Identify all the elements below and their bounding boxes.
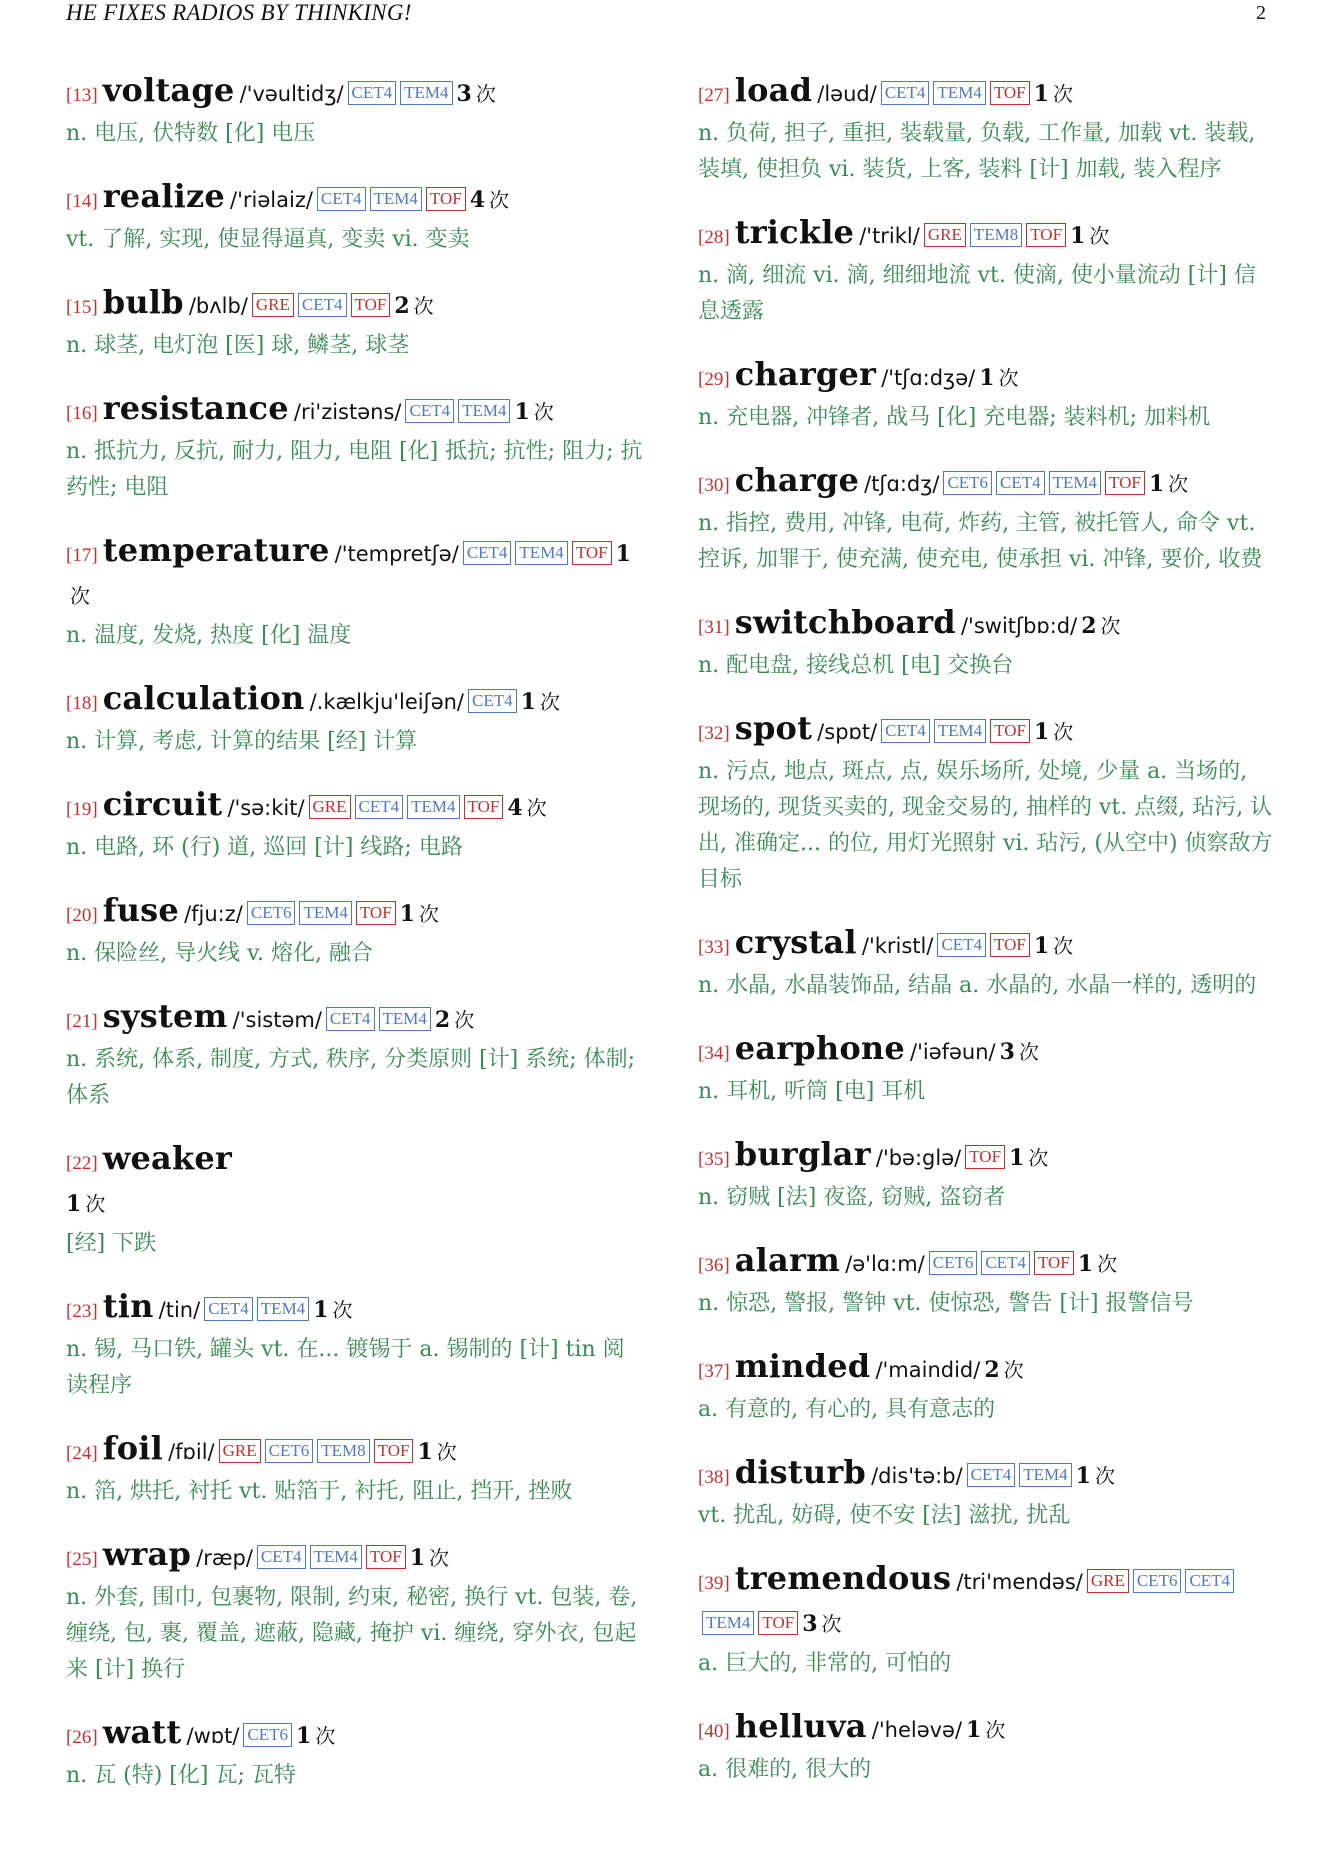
entry-count: 1 bbox=[313, 1297, 329, 1323]
entry-definition: n. 电路, 环 (行) 道, 巡回 [计] 线路; 电路 bbox=[66, 835, 463, 860]
entry-count-unit: 次 bbox=[70, 584, 90, 608]
entry-count-unit: 次 bbox=[998, 366, 1019, 390]
entry-word: minded bbox=[734, 1347, 871, 1385]
entry-count-unit: 次 bbox=[429, 1546, 450, 1570]
exam-tag: TOF bbox=[1105, 471, 1145, 495]
exam-tag: CET4 bbox=[204, 1297, 253, 1321]
entry-index: [38] bbox=[698, 1467, 730, 1488]
entry-headline bbox=[698, 1346, 1276, 1392]
entry-count-unit: 次 bbox=[489, 188, 510, 212]
exam-tag: CET6 bbox=[247, 901, 296, 925]
exam-tag: CET4 bbox=[468, 689, 517, 713]
entry-index: [27] bbox=[698, 85, 730, 106]
entry-count-unit: 次 bbox=[1097, 1252, 1118, 1276]
entry-word: wrap bbox=[102, 1535, 192, 1573]
exam-tag: TEM4 bbox=[400, 81, 452, 105]
entry-definition: n. 滴, 细流 vi. 滴, 细细地流 vt. 使滴, 使小量流动 [计] 信息透露 bbox=[698, 263, 1256, 324]
entry-pronunciation: /'switʃbɒ:d/ bbox=[960, 614, 1078, 638]
entry-word: crystal bbox=[734, 923, 857, 961]
exam-tag: TEM4 bbox=[458, 399, 510, 423]
exam-tag: TOF bbox=[426, 187, 466, 211]
entry-pronunciation: /'vəultidʒ/ bbox=[239, 82, 344, 106]
entry-index: [31] bbox=[698, 617, 730, 638]
entry-pronunciation: /'sistəm/ bbox=[232, 1008, 322, 1032]
entry-count-unit: 次 bbox=[1168, 472, 1189, 496]
entry-word: resistance bbox=[102, 389, 289, 427]
entry-pronunciation: /wɒt/ bbox=[186, 1724, 240, 1748]
entry-count-unit: 次 bbox=[526, 796, 547, 820]
entry-index: [20] bbox=[66, 905, 98, 926]
vocab-entry bbox=[66, 282, 644, 364]
entry-word: realize bbox=[102, 177, 225, 215]
vocab-entry bbox=[698, 602, 1276, 684]
entry-word: calculation bbox=[102, 679, 305, 717]
exam-tag: TEM4 bbox=[407, 795, 459, 819]
page-number: 2 bbox=[1256, 2, 1266, 24]
entry-count: 1 bbox=[615, 541, 631, 567]
entry-headline bbox=[698, 354, 1276, 400]
entry-count-unit: 次 bbox=[1018, 1040, 1039, 1064]
entry-count: 1 bbox=[1075, 1463, 1091, 1489]
entry-definition: n. 窃贼 [法] 夜盗, 窃贼, 盗窃者 bbox=[698, 1185, 1006, 1210]
entry-count: 1 bbox=[1033, 719, 1050, 745]
entry-index: [33] bbox=[698, 937, 730, 958]
entry-word: load bbox=[734, 71, 813, 109]
page-header-title: HE FIXES RADIOS BY THINKING! bbox=[66, 0, 412, 25]
entry-definition: n. 箔, 烘托, 衬托 vt. 贴箔于, 衬托, 阻止, 挡开, 挫败 bbox=[66, 1479, 573, 1504]
vocab-entry bbox=[698, 1346, 1276, 1428]
exam-tag: TEM4 bbox=[1019, 1463, 1071, 1487]
vocab-entry bbox=[66, 388, 644, 506]
entry-definition: vt. 了解, 实现, 使显得逼真, 变卖 vi. 变卖 bbox=[66, 227, 470, 252]
entry-count: 3 bbox=[456, 81, 472, 107]
exam-tag: CET6 bbox=[243, 1723, 292, 1747]
entry-index: [34] bbox=[698, 1043, 730, 1064]
entry-count-unit: 次 bbox=[454, 1008, 475, 1032]
entry-count-unit: 次 bbox=[1053, 720, 1074, 744]
exam-tag: CET4 bbox=[967, 1463, 1016, 1487]
entry-count: 1 bbox=[514, 399, 530, 425]
entry-word: temperature bbox=[102, 531, 330, 569]
entry-headline bbox=[66, 70, 644, 116]
entry-word: foil bbox=[102, 1429, 163, 1467]
exam-tag: GRE bbox=[924, 223, 966, 247]
entry-count: 1 bbox=[1077, 1251, 1094, 1277]
entry-pronunciation: /dis'tə:b/ bbox=[871, 1464, 963, 1488]
entry-definition: n. 充电器, 冲锋者, 战马 [化] 充电器; 装料机; 加料机 bbox=[698, 405, 1211, 430]
entry-count-unit: 次 bbox=[1089, 224, 1110, 248]
vocab-entry bbox=[698, 1452, 1276, 1534]
entry-headline bbox=[66, 1534, 644, 1580]
vocab-entry bbox=[698, 708, 1276, 898]
entry-definition: n. 耳机, 听筒 [电] 耳机 bbox=[698, 1079, 926, 1104]
entry-headline bbox=[66, 1138, 644, 1184]
entry-word: spot bbox=[734, 709, 813, 747]
entry-word: burglar bbox=[734, 1135, 871, 1173]
entry-pronunciation: /tin/ bbox=[158, 1298, 201, 1322]
entry-pronunciation: /bʌlb/ bbox=[188, 294, 248, 318]
entry-definition: [经] 下跌 bbox=[66, 1231, 157, 1256]
entry-count: 4 bbox=[469, 187, 486, 213]
exam-tag: TOF bbox=[1034, 1251, 1074, 1275]
entry-definition: n. 保险丝, 导火线 v. 熔化, 融合 bbox=[66, 941, 373, 966]
entry-headline bbox=[698, 602, 1276, 648]
left-column bbox=[66, 70, 644, 1818]
entry-headline bbox=[698, 1028, 1276, 1074]
entry-word: weaker bbox=[102, 1139, 232, 1177]
vocab-entry bbox=[698, 212, 1276, 330]
entry-count: 2 bbox=[434, 1007, 451, 1033]
entry-word: disturb bbox=[734, 1453, 866, 1491]
entry-definition: n. 球茎, 电灯泡 [医] 球, 鳞茎, 球茎 bbox=[66, 333, 410, 358]
entry-pronunciation: /fju:z/ bbox=[184, 902, 243, 926]
exam-tag: CET6 bbox=[943, 471, 992, 495]
entry-headline bbox=[66, 784, 644, 830]
exam-tag: GRE bbox=[309, 795, 351, 819]
entry-count-unit: 次 bbox=[315, 1724, 336, 1748]
entry-index: [35] bbox=[698, 1149, 730, 1170]
entry-definition: n. 惊恐, 警报, 警钟 vt. 使惊恐, 警告 [计] 报警信号 bbox=[698, 1291, 1194, 1316]
vocab-entry bbox=[66, 996, 644, 1114]
entry-index: [36] bbox=[698, 1255, 730, 1276]
entry-headline bbox=[66, 282, 644, 328]
exam-tag: CET4 bbox=[981, 1251, 1030, 1275]
vocab-entry bbox=[698, 460, 1276, 578]
entry-count-unit: 次 bbox=[475, 82, 496, 106]
entry-pronunciation: /'trikl/ bbox=[859, 224, 920, 248]
exam-tag: CET4 bbox=[298, 293, 347, 317]
entry-count-unit: 次 bbox=[539, 690, 560, 714]
vocab-entry bbox=[66, 530, 644, 654]
entry-count-unit: 次 bbox=[1028, 1146, 1049, 1170]
exam-tag: TEM4 bbox=[379, 1007, 431, 1031]
entry-index: [26] bbox=[66, 1727, 98, 1748]
entry-count: 1 bbox=[399, 901, 415, 927]
entry-word: tin bbox=[102, 1287, 154, 1325]
entry-count-unit: 次 bbox=[1094, 1464, 1115, 1488]
vocab-entry bbox=[698, 1558, 1276, 1682]
entry-word: helluva bbox=[734, 1707, 867, 1745]
entry-index: [30] bbox=[698, 475, 730, 496]
entry-headline bbox=[698, 460, 1276, 506]
vocab-entry bbox=[66, 1712, 644, 1794]
exam-tag: TOF bbox=[374, 1439, 414, 1463]
entry-count-unit: 次 bbox=[533, 400, 554, 424]
entry-index: [32] bbox=[698, 723, 730, 744]
exam-tag: CET4 bbox=[463, 541, 512, 565]
entry-index: [15] bbox=[66, 297, 98, 318]
vocab-entry bbox=[698, 1706, 1276, 1788]
entry-count: 1 bbox=[520, 689, 536, 715]
entry-count: 1 bbox=[66, 1191, 82, 1217]
entry-pronunciation: /tri'mendəs/ bbox=[956, 1570, 1083, 1594]
entry-pronunciation: /ləud/ bbox=[817, 82, 877, 106]
exam-tag: TEM4 bbox=[1049, 471, 1101, 495]
entry-count: 1 bbox=[966, 1717, 982, 1743]
vocab-entry bbox=[698, 1134, 1276, 1216]
entry-index: [16] bbox=[66, 403, 98, 424]
exam-tag: TEM4 bbox=[257, 1297, 309, 1321]
entry-count-unit: 次 bbox=[1052, 82, 1073, 106]
entry-headline bbox=[66, 530, 644, 618]
exam-tag: CET4 bbox=[348, 81, 397, 105]
exam-tag: TOF bbox=[990, 81, 1030, 105]
exam-tag: TEM4 bbox=[933, 81, 985, 105]
entry-headline bbox=[698, 708, 1276, 754]
entry-definition: a. 很难的, 很大的 bbox=[698, 1757, 872, 1782]
entry-headline bbox=[698, 1134, 1276, 1180]
entry-count-unit: 次 bbox=[1003, 1358, 1024, 1382]
entry-count: 1 bbox=[1070, 223, 1086, 249]
entry-count: 2 bbox=[984, 1357, 1000, 1383]
entry-headline bbox=[66, 1428, 644, 1474]
entry-pronunciation: /'tempretʃə/ bbox=[334, 542, 459, 566]
entry-definition: n. 负荷, 担子, 重担, 装载量, 负载, 工作量, 加载 vt. 装载, 装填, 使担负 vi. 装货, 上客, 装料 [计] 加载, 装入程序 bbox=[698, 121, 1256, 182]
exam-tag: CET4 bbox=[257, 1545, 306, 1569]
entry-word: watt bbox=[102, 1713, 182, 1751]
vocab-entry bbox=[66, 1286, 644, 1404]
entry-definition: n. 污点, 地点, 斑点, 点, 娱乐场所, 处境, 少量 a. 当场的, 现场的, 现货买卖的, 现金交易的, 抽样的 vt. 点缀, 玷污, 认出, 准确定... 的位, 用灯光照射 vi. 玷污, (从空中) 侦察敌方目标 bbox=[698, 759, 1273, 892]
exam-tag: CET4 bbox=[1185, 1569, 1234, 1593]
entry-index: [18] bbox=[66, 693, 98, 714]
entry-word: switchboard bbox=[734, 603, 956, 641]
entry-count-unit: 次 bbox=[85, 1192, 106, 1216]
entry-index: [19] bbox=[66, 799, 98, 820]
entry-headline bbox=[698, 1558, 1276, 1646]
entry-definition: n. 瓦 (特) [化] 瓦; 瓦特 bbox=[66, 1763, 296, 1788]
exam-tag: CET4 bbox=[881, 81, 930, 105]
entry-index: [29] bbox=[698, 369, 730, 390]
entry-headline bbox=[698, 70, 1276, 116]
entry-index: [14] bbox=[66, 191, 98, 212]
entry-word: charger bbox=[734, 355, 877, 393]
right-column bbox=[698, 70, 1276, 1812]
entry-headline bbox=[66, 176, 644, 222]
vocab-entry bbox=[698, 1240, 1276, 1322]
entry-count: 3 bbox=[999, 1039, 1015, 1065]
entry-headline bbox=[698, 1452, 1276, 1498]
exam-tag: TEM4 bbox=[299, 901, 351, 925]
entry-word: voltage bbox=[102, 71, 235, 109]
entry-definition: a. 有意的, 有心的, 具有意志的 bbox=[698, 1397, 996, 1422]
entry-word: alarm bbox=[734, 1241, 841, 1279]
entry-pronunciation: /'bə:glə/ bbox=[875, 1146, 962, 1170]
entry-pronunciation: /ræp/ bbox=[196, 1546, 253, 1570]
exam-tag: TOF bbox=[464, 795, 504, 819]
vocab-entry bbox=[66, 176, 644, 258]
entry-pronunciation: /ri'zistəns/ bbox=[293, 400, 402, 424]
exam-tag: CET6 bbox=[929, 1251, 978, 1275]
entry-definition: n. 锡, 马口铁, 罐头 vt. 在... 镀锡于 a. 锡制的 [计] tin 阅读程序 bbox=[66, 1337, 625, 1398]
entry-headline bbox=[66, 678, 644, 724]
entry-count-unit: 次 bbox=[821, 1612, 842, 1636]
entry-pronunciation: /.kælkju'leiʃən/ bbox=[309, 690, 465, 714]
exam-tag: GRE bbox=[1087, 1569, 1129, 1593]
entry-definition: n. 温度, 发烧, 热度 [化] 温度 bbox=[66, 623, 352, 648]
entry-index: [40] bbox=[698, 1721, 730, 1742]
vocab-entry bbox=[66, 1534, 644, 1688]
vocab-entry bbox=[698, 922, 1276, 1004]
entry-count: 1 bbox=[1148, 471, 1165, 497]
exam-tag: TEM4 bbox=[934, 719, 986, 743]
vocab-entry bbox=[698, 1028, 1276, 1110]
entry-word: circuit bbox=[102, 785, 223, 823]
exam-tag: TEM4 bbox=[515, 541, 567, 565]
entry-headline bbox=[698, 922, 1276, 968]
entry-pronunciation: /'kristl/ bbox=[861, 934, 934, 958]
entry-count: 4 bbox=[507, 795, 523, 821]
vocab-entry bbox=[66, 70, 644, 152]
exam-tag: TOF bbox=[572, 541, 612, 565]
exam-tag: CET4 bbox=[326, 1007, 375, 1031]
entry-definition: n. 系统, 体系, 制度, 方式, 秩序, 分类原则 [计] 系统; 体制; 体系 bbox=[66, 1047, 636, 1108]
exam-tag: CET4 bbox=[405, 399, 454, 423]
entry-word: bulb bbox=[102, 283, 184, 321]
exam-tag: TEM8 bbox=[970, 223, 1022, 247]
entry-count: 1 bbox=[1009, 1145, 1025, 1171]
entry-index: [17] bbox=[66, 545, 98, 566]
entry-definition: n. 指控, 费用, 冲锋, 电荷, 炸药, 主管, 被托管人, 命令 vt. 控诉, 加罪于, 使充满, 使充电, 使承担 vi. 冲锋, 要价, 收费 bbox=[698, 511, 1263, 572]
entry-pronunciation: /tʃɑ:dʒ/ bbox=[864, 472, 940, 496]
exam-tag: TOF bbox=[1026, 223, 1066, 247]
entry-word: trickle bbox=[734, 213, 855, 251]
exam-tag: CET4 bbox=[937, 933, 986, 957]
entry-index: [25] bbox=[66, 1549, 98, 1570]
entry-count-unit: 次 bbox=[1100, 614, 1121, 638]
entry-pronunciation: /'heləvə/ bbox=[871, 1718, 963, 1742]
entry-count: 2 bbox=[1081, 613, 1097, 639]
vocab-entry bbox=[66, 1138, 644, 1262]
vocab-entry bbox=[66, 678, 644, 760]
entry-count-unit: 次 bbox=[332, 1298, 353, 1322]
entry-index: [23] bbox=[66, 1301, 98, 1322]
entry-word: fuse bbox=[102, 891, 179, 929]
entry-index: [13] bbox=[66, 85, 98, 106]
entry-headline bbox=[66, 890, 644, 936]
exam-tag: CET6 bbox=[1133, 1569, 1182, 1593]
entry-definition: n. 电压, 伏特数 [化] 电压 bbox=[66, 121, 316, 146]
entry-count-unit: 次 bbox=[985, 1718, 1006, 1742]
exam-tag: TOF bbox=[351, 293, 391, 317]
entry-count: 1 bbox=[296, 1723, 312, 1749]
entry-count: 3 bbox=[802, 1611, 818, 1637]
vocab-entry bbox=[66, 1428, 644, 1510]
exam-tag: TEM4 bbox=[370, 187, 422, 211]
entry-headline bbox=[698, 1240, 1276, 1286]
entry-pronunciation: /'riəlaiz/ bbox=[230, 188, 313, 212]
entry-index: [24] bbox=[66, 1443, 98, 1464]
entry-definition: a. 巨大的, 非常的, 可怕的 bbox=[698, 1651, 952, 1676]
entry-headline bbox=[66, 1712, 644, 1758]
entry-count: 2 bbox=[394, 293, 410, 319]
entry-pronunciation: /fɒil/ bbox=[168, 1440, 215, 1464]
entry-pronunciation: /'sə:kit/ bbox=[227, 796, 305, 820]
entry-count-unit: 次 bbox=[413, 294, 434, 318]
entry-count-unit: 次 bbox=[1053, 934, 1074, 958]
entry-definition: vt. 扰乱, 妨碍, 使不安 [法] 滋扰, 扰乱 bbox=[698, 1503, 1071, 1528]
entry-word: earphone bbox=[734, 1029, 905, 1067]
vocab-entry bbox=[698, 70, 1276, 188]
entry-count: 1 bbox=[1033, 81, 1049, 107]
entry-count: 1 bbox=[417, 1439, 433, 1465]
vocab-entry bbox=[66, 890, 644, 972]
entry-definition: n. 配电盘, 接线总机 [电] 交换台 bbox=[698, 653, 1014, 678]
exam-tag: CET4 bbox=[881, 719, 930, 743]
exam-tag: TOF bbox=[990, 933, 1030, 957]
entry-index: [22] bbox=[66, 1153, 98, 1174]
entry-pronunciation: /'tʃɑ:dʒə/ bbox=[881, 366, 976, 390]
vocab-entry bbox=[698, 354, 1276, 436]
entry-word: tremendous bbox=[734, 1559, 952, 1597]
exam-tag: TEM4 bbox=[702, 1611, 754, 1635]
exam-tag: TOF bbox=[965, 1145, 1005, 1169]
exam-tag: TOF bbox=[758, 1611, 798, 1635]
entry-headline bbox=[66, 996, 644, 1042]
vocab-entry bbox=[66, 784, 644, 866]
entry-definition: n. 外套, 围巾, 包裹物, 限制, 约束, 秘密, 换行 vt. 包装, 卷, 缠绕, 包, 裹, 覆盖, 遮蔽, 隐藏, 掩护 vi. 缠绕, 穿外衣, 包起来 [计] 换行 bbox=[66, 1585, 638, 1682]
entry-index: [39] bbox=[698, 1573, 730, 1594]
exam-tag: TEM4 bbox=[310, 1545, 362, 1569]
exam-tag: TOF bbox=[990, 719, 1030, 743]
exam-tag: TEM8 bbox=[317, 1439, 369, 1463]
exam-tag: CET6 bbox=[265, 1439, 314, 1463]
entry-index: [37] bbox=[698, 1361, 730, 1382]
exam-tag: CET4 bbox=[317, 187, 366, 211]
exam-tag: TOF bbox=[366, 1545, 406, 1569]
entry-count: 1 bbox=[979, 365, 995, 391]
entry-count-unit: 次 bbox=[436, 1440, 457, 1464]
entry-index: [21] bbox=[66, 1011, 98, 1032]
exam-tag: GRE bbox=[252, 293, 294, 317]
entry-headline bbox=[66, 388, 644, 434]
entry-definition: n. 计算, 考虑, 计算的结果 [经] 计算 bbox=[66, 729, 418, 754]
entry-pronunciation: /'iəfəun/ bbox=[910, 1040, 996, 1064]
entry-index: [28] bbox=[698, 227, 730, 248]
entry-pronunciation: /'maindid/ bbox=[875, 1358, 981, 1382]
exam-tag: CET4 bbox=[355, 795, 404, 819]
entry-definition: n. 水晶, 水晶装饰品, 结晶 a. 水晶的, 水晶一样的, 透明的 bbox=[698, 973, 1257, 998]
entry-pronunciation: /spɒt/ bbox=[817, 720, 878, 744]
entry-headline bbox=[66, 1286, 644, 1332]
entry-headline bbox=[698, 212, 1276, 258]
exam-tag: GRE bbox=[219, 1439, 261, 1463]
entry-pronunciation: /ə'lɑ:m/ bbox=[845, 1252, 925, 1276]
entry-count: 1 bbox=[409, 1545, 426, 1571]
entry-definition: n. 抵抗力, 反抗, 耐力, 阻力, 电阻 [化] 抵抗; 抗性; 阻力; 抗药性; 电阻 bbox=[66, 439, 643, 500]
exam-tag: TOF bbox=[356, 901, 396, 925]
entry-word: charge bbox=[734, 461, 860, 499]
entry-count-line bbox=[66, 1184, 644, 1226]
exam-tag: CET4 bbox=[996, 471, 1045, 495]
entry-count: 1 bbox=[1033, 933, 1050, 959]
entry-headline bbox=[698, 1706, 1276, 1752]
entry-word: system bbox=[102, 997, 228, 1035]
entry-count-unit: 次 bbox=[418, 902, 439, 926]
